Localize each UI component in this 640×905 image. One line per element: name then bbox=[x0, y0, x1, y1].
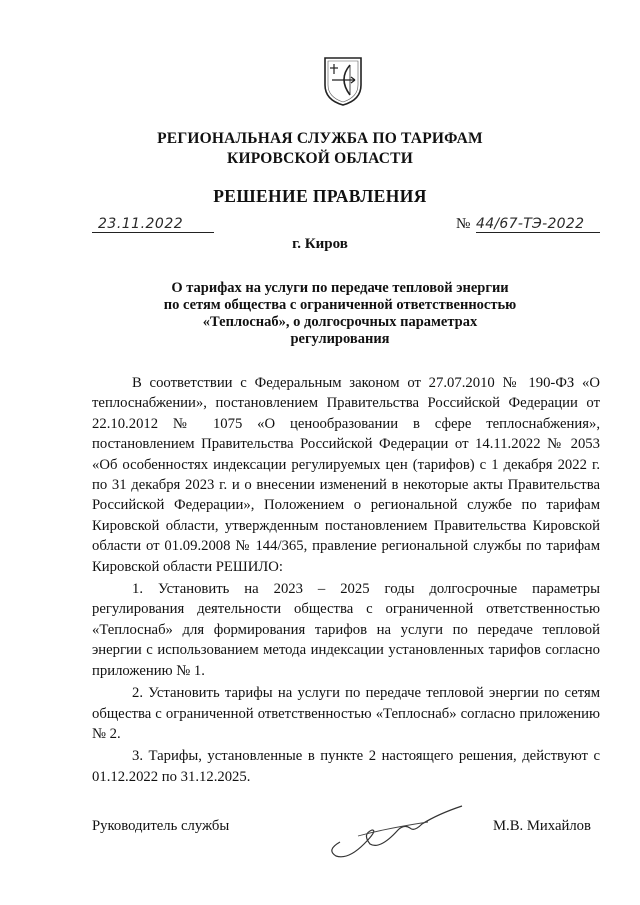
preamble-paragraph: В соответствии с Федеральным законом от 27.07.2010 № 190-ФЗ «О теплоснабжении», постановлением Правительства Российской Федерации от 22.10.2012 № 1075 «О ценообразовании в сфере теплоснабжения», постановлением Правительства Российской Федерации от 14.11.2022 № 2053 «Об особенностях индексации регулируемых цен (тарифов) с 1 декабря 2022 г. по 31 декабря 2023 г. и о внесении изменений в некоторые акты Правительства Российской Федерации», Положением о региональной службе по тарифам Кировской области, утвержденным постановлением Правительства Кировской области от 01.09.2008 № 144/365, правление региональной службы по тарифам Кировской области РЕШИЛО: bbox=[92, 375, 600, 575]
subject-line: по сетям общества с ограниченной ответственностью bbox=[163, 297, 517, 313]
handwritten-signature-icon bbox=[318, 800, 468, 862]
city-name: г. Киров bbox=[292, 236, 348, 252]
kirov-coat-of-arms-icon bbox=[322, 55, 364, 107]
decision-item-1: 1. Установить на 2023 – 2025 годы долгосрочные параметры регулирования деятельности общества с ограниченной ответственностью «Теплоснаб» для формирования тарифов на услуги по передаче тепловой энергии с использованием метода индексации установленных тарифов согласно приложению № 1. bbox=[92, 581, 600, 679]
number-sign: № bbox=[456, 216, 471, 232]
subject-line: «Теплоснаб», о долгосрочных параметрах bbox=[202, 314, 478, 330]
signer-title: Руководитель службы bbox=[92, 818, 230, 834]
decision-body bbox=[92, 373, 600, 787]
organization-name-line1: РЕГИОНАЛЬНАЯ СЛУЖБА ПО ТАРИФАМ bbox=[157, 130, 483, 147]
decision-item-2: 2. Установить тарифы на услуги по передаче тепловой энергии по сетям общества с ограниченной ответственностью «Теплоснаб» согласно приложению № 2. bbox=[92, 685, 600, 742]
signer-name: М.В. Михайлов bbox=[493, 818, 591, 834]
organization-name-line2: КИРОВСКОЙ ОБЛАСТИ bbox=[227, 150, 413, 167]
subject-line: О тарифах на услуги по передаче тепловой энергии bbox=[171, 280, 509, 296]
subject-heading bbox=[120, 280, 560, 348]
document-date: 23.11.2022 bbox=[92, 216, 214, 233]
document-number: 44/67-ТЭ-2022 bbox=[476, 216, 600, 233]
decision-item-3: 3. Тарифы, установленные в пункте 2 настоящего решения, действуют с 01.12.2022 по 31.12.2025. bbox=[92, 748, 600, 785]
subject-line: регулирования bbox=[290, 331, 390, 347]
document-type-title: РЕШЕНИЕ ПРАВЛЕНИЯ bbox=[213, 186, 427, 206]
